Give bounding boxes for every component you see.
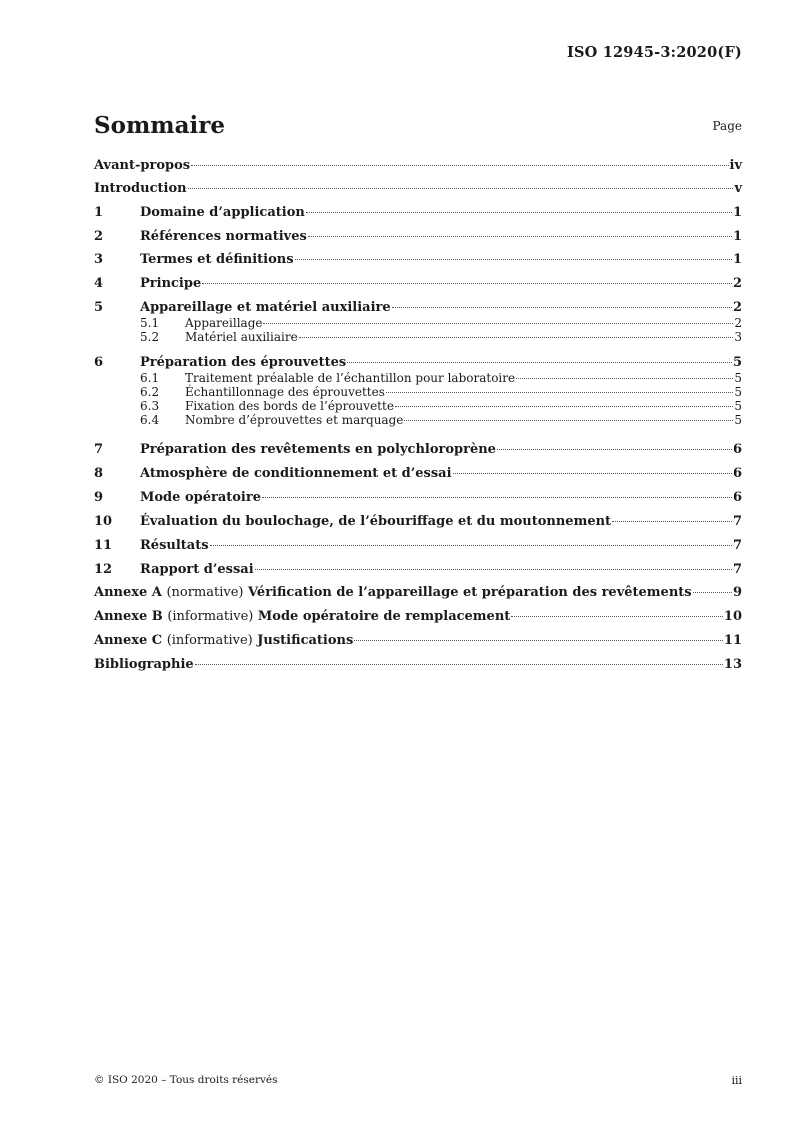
toc-entry-page: 6	[732, 490, 742, 505]
toc-entry-label: Appareillage	[185, 316, 263, 330]
toc-entry-number: 5	[94, 300, 104, 315]
toc-entry-3[interactable]	[94, 252, 742, 268]
toc-entry-avant-propos[interactable]	[94, 158, 742, 174]
dot-leader	[347, 362, 732, 363]
toc-entry-number: 6.4	[140, 413, 160, 427]
dot-leader	[295, 259, 732, 260]
dot-leader	[191, 165, 728, 166]
toc-entry-6-2[interactable]	[94, 386, 742, 399]
annex-prefix: Annexe C	[94, 633, 163, 648]
dot-leader	[255, 569, 732, 570]
toc-entry-5-1[interactable]	[94, 317, 742, 330]
toc-entry-page: 3	[734, 330, 742, 344]
annex-title: Vérification de l’appareillage et préparation des revêtements	[248, 585, 692, 600]
toc-entry-label: Préparation des revêtements en polychloroprène	[140, 442, 496, 457]
toc-entry-label: Appareillage et matériel auxiliaire	[140, 300, 391, 315]
toc-entry-page: 5	[734, 371, 742, 385]
toc-entry-label: Fixation des bords de l’éprouvette	[185, 399, 394, 413]
toc-entry-4[interactable]	[94, 276, 742, 292]
toc-entry-page: 2	[732, 300, 742, 315]
toc-entry-10[interactable]	[94, 514, 742, 530]
annex-title: Justifications	[257, 633, 354, 648]
toc-entry-number: 5.2	[140, 330, 160, 344]
page-column-label: Page	[712, 119, 742, 133]
annex-type: (informative)	[167, 609, 254, 624]
toc-entry-label: Termes et définitions	[140, 252, 294, 267]
toc-entry-label: Domaine d’application	[140, 205, 305, 220]
toc-entry-label: Mode opératoire	[140, 490, 261, 505]
copyright-notice: © ISO 2020 – Tous droits réservés	[94, 1074, 278, 1086]
toc-entry-label: Évaluation du boulochage, de l’ébouriffage et du moutonnement	[140, 514, 612, 529]
toc-entry-number: 7	[94, 442, 104, 457]
toc-entry-number: 11	[94, 538, 113, 553]
page-number: iii	[731, 1074, 742, 1087]
toc-entry-page: 6	[732, 466, 742, 481]
dot-leader	[392, 307, 732, 308]
toc-entry-number: 8	[94, 466, 104, 481]
toc-entry-label: Préparation des éprouvettes	[140, 355, 347, 370]
toc-entry-8[interactable]	[94, 466, 742, 482]
page-title: Sommaire	[94, 112, 226, 139]
toc-entry-number: 12	[94, 562, 113, 577]
toc-entry-annexe-a[interactable]	[94, 585, 742, 601]
dot-leader	[202, 283, 732, 284]
toc-entry-11[interactable]	[94, 538, 742, 554]
dot-leader	[395, 406, 733, 407]
toc-entry-page: 5	[734, 385, 742, 399]
annex-prefix: Annexe B	[94, 609, 163, 624]
toc-entry-label: Principe	[140, 276, 202, 291]
dot-leader	[195, 664, 723, 665]
annex-prefix: Annexe A	[94, 585, 162, 600]
toc-entry-label: Introduction	[94, 181, 187, 196]
toc-entry-2[interactable]	[94, 229, 742, 245]
dot-leader	[386, 392, 733, 393]
dot-leader	[299, 337, 734, 338]
toc-entry-page: 2	[734, 316, 742, 330]
dot-leader	[306, 212, 732, 213]
toc-entry-label: Nombre d’éprouvettes et marquage	[185, 413, 404, 427]
toc-entry-number: 5.1	[140, 316, 160, 330]
annex-type: (normative)	[166, 585, 244, 600]
toc-entry-label: Échantillonnage des éprouvettes	[185, 385, 385, 399]
dot-leader	[263, 323, 733, 324]
toc-entry-number: 6.2	[140, 385, 160, 399]
toc-entry-introduction[interactable]	[94, 181, 742, 197]
toc-entry-label: Résultats	[140, 538, 209, 553]
toc-entry-label	[94, 609, 510, 625]
toc-entry-12[interactable]	[94, 562, 742, 578]
toc-entry-label	[94, 585, 692, 601]
dot-leader	[693, 592, 732, 593]
toc-entry-label: Références normatives	[140, 229, 307, 244]
toc-entry-number: 3	[94, 252, 104, 267]
toc-entry-annexe-b[interactable]	[94, 609, 742, 625]
annex-type: (informative)	[166, 633, 253, 648]
toc-entry-page: 11	[723, 633, 742, 648]
toc-entry-label	[94, 633, 353, 649]
toc-entry-page: 5	[734, 399, 742, 413]
toc-entry-7[interactable]	[94, 442, 742, 458]
toc-entry-page: 7	[732, 514, 742, 529]
toc-entry-5-2[interactable]	[94, 331, 742, 344]
dot-leader	[511, 616, 723, 617]
toc-entry-page: 2	[732, 276, 742, 291]
toc-entry-number: 10	[94, 514, 113, 529]
dot-leader	[453, 473, 732, 474]
toc-entry-page: 7	[732, 562, 742, 577]
dot-leader	[497, 449, 732, 450]
toc-entry-bibliographie[interactable]	[94, 657, 742, 673]
toc-entry-page: 5	[732, 355, 742, 370]
toc-entry-label: Rapport d’essai	[140, 562, 254, 577]
toc-entry-page: 9	[732, 585, 742, 600]
toc-entry-6[interactable]	[94, 355, 742, 371]
toc-entry-page: 1	[732, 205, 742, 220]
toc-entry-1[interactable]	[94, 205, 742, 221]
toc-entry-number: 2	[94, 229, 104, 244]
toc-entry-page: 7	[732, 538, 742, 553]
toc-entry-page: iv	[729, 158, 742, 173]
toc-entry-page: 13	[723, 657, 742, 672]
toc-entry-label: Atmosphère de conditionnement et d’essai	[140, 466, 452, 481]
toc-entry-page: 10	[723, 609, 742, 624]
toc-entry-label: Bibliographie	[94, 657, 194, 672]
dot-leader	[516, 378, 733, 379]
dot-leader	[188, 188, 734, 189]
toc-entry-6-3[interactable]	[94, 400, 742, 413]
toc-entry-number: 1	[94, 205, 104, 220]
toc-entry-5[interactable]	[94, 300, 742, 316]
annex-title: Mode opératoire de remplacement	[257, 609, 511, 624]
dot-leader	[404, 420, 733, 421]
toc-entry-6-1[interactable]	[94, 372, 742, 385]
toc-entry-9[interactable]	[94, 490, 742, 506]
dot-leader	[210, 545, 732, 546]
toc-entry-number: 6	[94, 355, 104, 370]
toc-entry-page: v	[734, 181, 742, 196]
toc-entry-number: 6.3	[140, 399, 160, 413]
toc-entry-label: Traitement préalable de l’échantillon pour laboratoire	[185, 371, 516, 385]
toc-entry-page: 6	[732, 442, 742, 457]
dot-leader	[612, 521, 732, 522]
toc-entry-number: 9	[94, 490, 104, 505]
toc-entry-6-4[interactable]	[94, 414, 742, 427]
dot-leader	[308, 236, 732, 237]
dot-leader	[262, 497, 732, 498]
toc-entry-label: Avant-propos	[94, 158, 191, 173]
toc-entry-page: 1	[732, 252, 742, 267]
dot-leader	[354, 640, 723, 641]
toc-entry-annexe-c[interactable]	[94, 633, 742, 649]
toc-entry-page: 5	[734, 413, 742, 427]
toc-entry-number: 4	[94, 276, 104, 291]
toc-entry-label: Matériel auxiliaire	[185, 330, 298, 344]
document-id: ISO 12945-3:2020(F)	[566, 44, 742, 61]
toc-entry-number: 6.1	[140, 371, 160, 385]
toc-entry-page: 1	[732, 229, 742, 244]
